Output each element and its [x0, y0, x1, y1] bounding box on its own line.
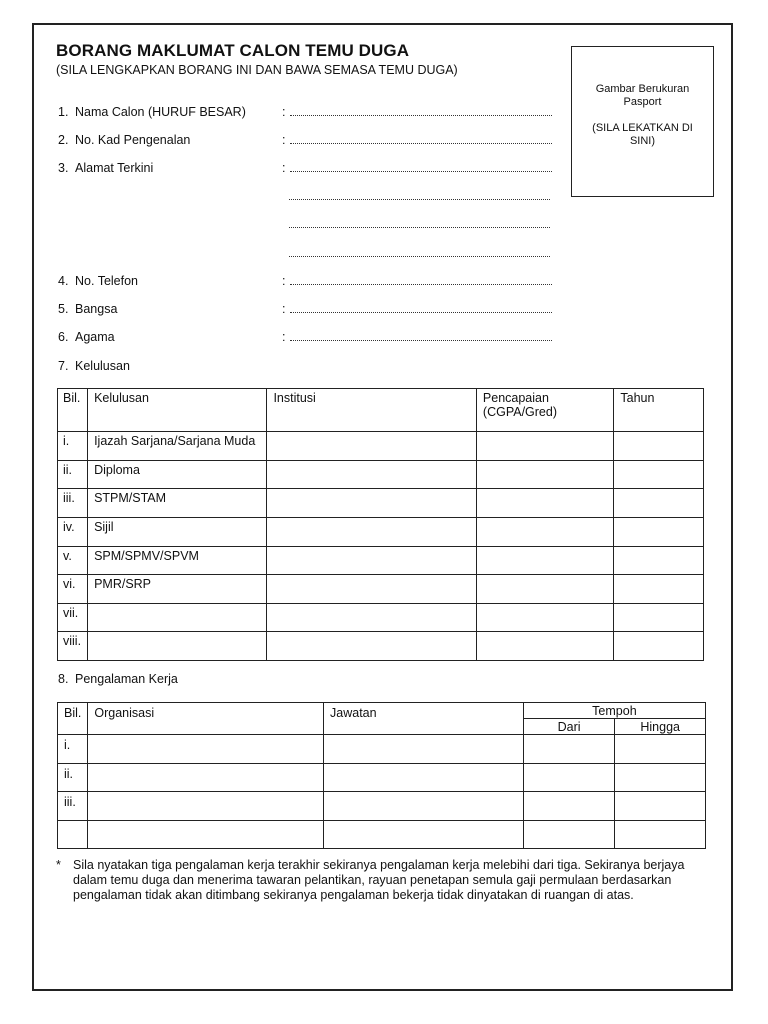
experience-table [57, 702, 706, 849]
institusi-cell[interactable] [267, 432, 476, 461]
jawatan-cell[interactable] [324, 764, 524, 792]
hingga-cell[interactable] [615, 821, 706, 849]
section-number: 8. [58, 672, 69, 686]
pencapaian-cell[interactable] [476, 489, 613, 518]
alamat-input-line-3[interactable] [289, 227, 550, 228]
field-nama-calon [58, 105, 558, 121]
section-label: Pengalaman Kerja [75, 672, 178, 686]
row-kelulusan: Diploma [88, 461, 267, 489]
form-subtitle: (SILA LENGKAPKAN BORANG INI DAN BAWA SEMASA TEMU DUGA) [56, 63, 458, 77]
field-number: 6. [58, 330, 69, 344]
alamat-input-line[interactable] [290, 171, 552, 172]
field-number: 5. [58, 302, 69, 316]
section-pengalaman-kerja [58, 672, 358, 688]
photo-instruction: (SILA LEKATKAN DI SINI) [592, 122, 693, 147]
field-bangsa [58, 302, 558, 318]
header-organisasi: Organisasi [88, 703, 324, 735]
institusi-cell[interactable] [267, 489, 476, 518]
field-number: 1. [58, 105, 69, 119]
pencapaian-cell[interactable] [476, 547, 613, 575]
header-bil: Bil. [58, 389, 88, 432]
hingga-cell[interactable] [615, 764, 706, 792]
header-dari: Dari [523, 719, 615, 735]
section-label: Kelulusan [75, 359, 130, 373]
row-kelulusan: Sijil [88, 518, 267, 547]
pencapaian-cell[interactable] [476, 632, 613, 661]
field-kad-pengenalan [58, 133, 558, 149]
table-header-row [58, 703, 706, 719]
table-row [58, 792, 706, 821]
field-agama [58, 330, 558, 346]
field-colon: : [282, 161, 286, 175]
pencapaian-cell[interactable] [476, 461, 613, 489]
field-telefon [58, 274, 558, 290]
header-institusi: Institusi [267, 389, 476, 432]
row-bil: iii. [58, 792, 88, 821]
pencapaian-cell[interactable] [476, 604, 613, 632]
row-bil: ii. [58, 461, 88, 489]
table-row [58, 821, 706, 849]
institusi-cell[interactable] [267, 575, 476, 604]
hingga-cell[interactable] [615, 792, 706, 821]
kelulusan-cell[interactable] [88, 604, 267, 632]
field-label: No. Telefon [75, 274, 139, 288]
row-bil: v. [58, 547, 88, 575]
tahun-cell[interactable] [614, 461, 704, 489]
tahun-cell[interactable] [614, 547, 704, 575]
dari-cell[interactable] [523, 792, 615, 821]
row-bil: vii. [58, 604, 88, 632]
telefon-input-line[interactable] [290, 284, 552, 285]
institusi-cell[interactable] [267, 518, 476, 547]
form-title: BORANG MAKLUMAT CALON TEMU DUGA [56, 41, 410, 60]
row-bil: viii. [58, 632, 88, 661]
row-bil: iv. [58, 518, 88, 547]
table-header-row [58, 389, 704, 432]
header-jawatan: Jawatan [324, 703, 524, 735]
row-bil: i. [58, 735, 88, 764]
jawatan-cell[interactable] [324, 821, 524, 849]
row-kelulusan: PMR/SRP [88, 575, 267, 604]
dari-cell[interactable] [523, 735, 615, 764]
passport-photo-box[interactable] [571, 46, 714, 197]
row-bil: iii. [58, 489, 88, 518]
kad-pengenalan-input-line[interactable] [290, 143, 552, 144]
tahun-cell[interactable] [614, 632, 704, 661]
tahun-cell[interactable] [614, 489, 704, 518]
field-colon: : [282, 302, 286, 316]
organisasi-cell[interactable] [88, 735, 324, 764]
field-label: No. Kad Pengenalan [75, 133, 191, 147]
organisasi-cell[interactable] [88, 821, 324, 849]
table-row [58, 547, 704, 575]
header-kelulusan: Kelulusan [88, 389, 267, 432]
dari-cell[interactable] [523, 764, 615, 792]
header-bil: Bil. [58, 703, 88, 735]
agama-input-line[interactable] [290, 340, 552, 341]
nama-calon-input-line[interactable] [290, 115, 552, 116]
institusi-cell[interactable] [267, 632, 476, 661]
row-bil: vi. [58, 575, 88, 604]
footnote-text: Sila nyatakan tiga pengalaman kerja terakhir sekiranya pengalaman kerja melebihi dari tiga. Sekiranya berjaya dalam temu duga dan menerima tawaran pelantikan, rayuan penetapan semula gaji permulaan berdasarkan pengalaman tidak akan ditimbang sekiranya pengalaman bekerja tidak dinyatakan di ruangan di atas. [73, 858, 685, 902]
alamat-input-line-4[interactable] [289, 256, 550, 257]
pencapaian-cell[interactable] [476, 518, 613, 547]
row-bil: i. [58, 432, 88, 461]
header-hingga: Hingga [615, 719, 706, 735]
table-row [58, 604, 704, 632]
field-colon: : [282, 133, 286, 147]
table-row [58, 632, 704, 661]
table-row [58, 518, 704, 547]
field-label: Nama Calon (HURUF BESAR) [75, 105, 246, 119]
tahun-cell[interactable] [614, 575, 704, 604]
field-number: 2. [58, 133, 69, 147]
row-bil [58, 821, 88, 849]
education-table [57, 388, 704, 661]
bangsa-input-line[interactable] [290, 312, 552, 313]
table-row [58, 432, 704, 461]
table-row [58, 461, 704, 489]
table-row [58, 489, 704, 518]
field-label: Alamat Terkini [75, 161, 154, 175]
field-number: 4. [58, 274, 69, 288]
institusi-cell[interactable] [267, 461, 476, 489]
jawatan-cell[interactable] [324, 792, 524, 821]
institusi-cell[interactable] [267, 604, 476, 632]
hingga-cell[interactable] [615, 735, 706, 764]
field-alamat [58, 161, 558, 177]
field-colon: : [282, 105, 286, 119]
jawatan-cell[interactable] [324, 735, 524, 764]
tahun-cell[interactable] [614, 518, 704, 547]
alamat-input-line-2[interactable] [289, 199, 550, 200]
field-label: Bangsa [75, 302, 118, 316]
photo-caption: Gambar Berukuran Pasport [595, 83, 690, 108]
row-kelulusan: SPM/SPMV/SPVM [88, 547, 267, 575]
footnote-asterisk: * [56, 858, 61, 872]
table-row [58, 735, 706, 764]
header-pencapaian: Pencapaian (CGPA/Gred) [476, 389, 613, 432]
field-number: 3. [58, 161, 69, 175]
section-kelulusan [58, 359, 358, 375]
row-bil: ii. [58, 764, 88, 792]
row-kelulusan: Ijazah Sarjana/Sarjana Muda [88, 432, 267, 461]
pencapaian-cell[interactable] [476, 575, 613, 604]
header-tempoh: Tempoh [523, 703, 705, 719]
field-label: Agama [75, 330, 115, 344]
table-row [58, 764, 706, 792]
field-colon: : [282, 274, 286, 288]
dari-cell[interactable] [523, 821, 615, 849]
kelulusan-cell[interactable] [88, 632, 267, 661]
section-number: 7. [58, 359, 69, 373]
header-tahun: Tahun [614, 389, 704, 432]
tahun-cell[interactable] [614, 432, 704, 461]
field-colon: : [282, 330, 286, 344]
tahun-cell[interactable] [614, 604, 704, 632]
pencapaian-cell[interactable] [476, 432, 613, 461]
table-row [58, 575, 704, 604]
organisasi-cell[interactable] [88, 792, 324, 821]
organisasi-cell[interactable] [88, 764, 324, 792]
institusi-cell[interactable] [267, 547, 476, 575]
row-kelulusan: STPM/STAM [88, 489, 267, 518]
